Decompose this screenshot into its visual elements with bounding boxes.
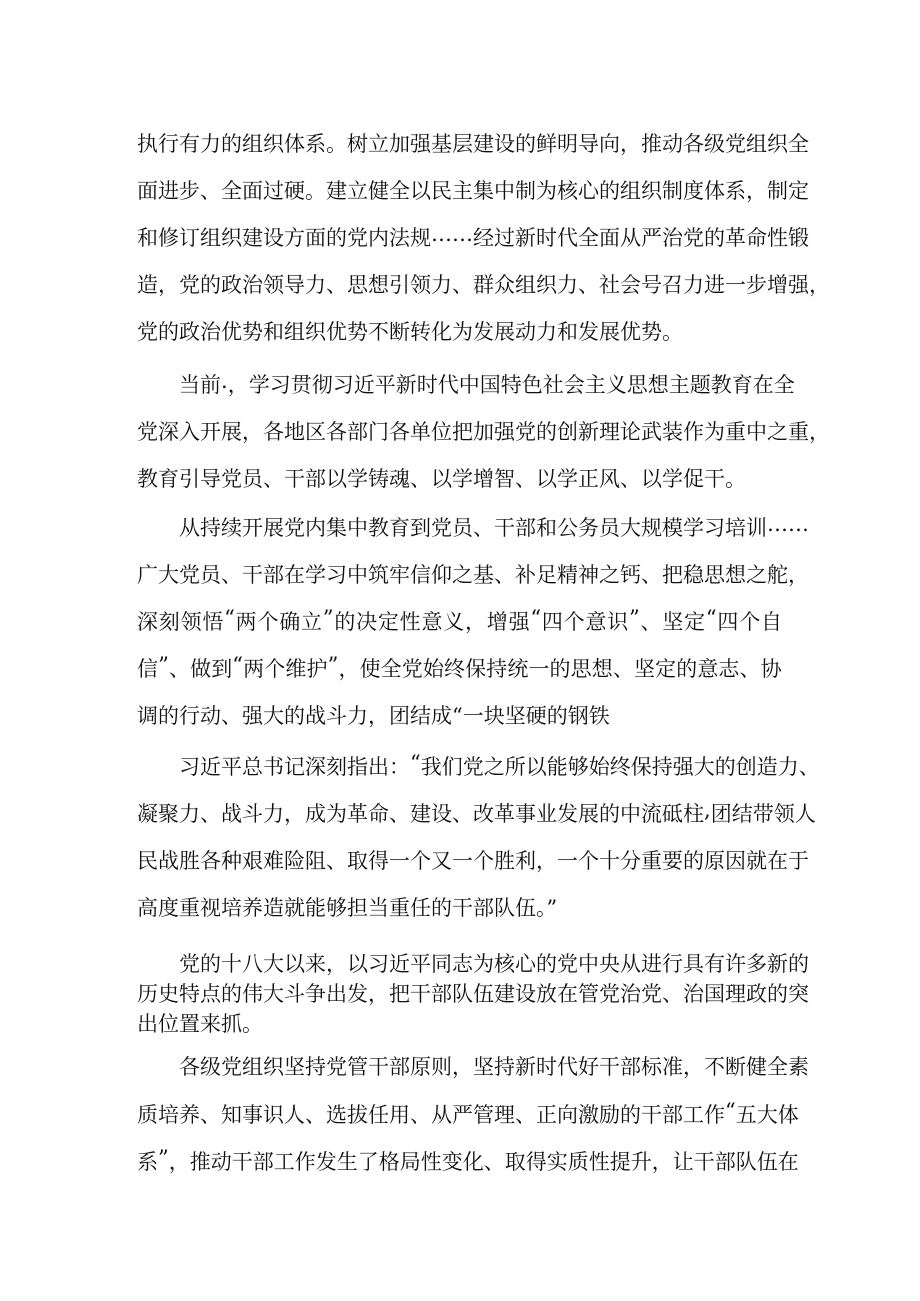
text-line: 从 持 续 开 展 党 内 集 中 教 育 到 党 员 、 干 部 和 公 务 员 大 规 模 学 习 培 训 … …: [179, 512, 809, 540]
text-line: 高度重视培养造就能够担当重任的干部队伍。”: [137, 896, 558, 920]
text-line: 造 ， 党 的 政 治 领 导 力 、 思 想 引 领 力 、 群 众 组 织 力 、 社 会 号 召 力 进 一 步 增 强 ，: [137, 273, 830, 297]
text-line: 凝 聚 力 、 战 斗 力 ， 成 为 革 命 、 建 设 、 改 革 事 业 发 展 的 中 流 砥 柱 , 团 结 带 领 人: [137, 798, 816, 826]
text-line: 党的政治优势和组织优势不断转化为发展动力和发展优势。: [137, 320, 683, 344]
text-line: 教育引导党员、干部以学铸魂、以学增智、以学正风、以学促干。: [137, 467, 746, 491]
text-line: 质 培 养 、 知 事 识 人 、 选 拔 任 用 、 从 严 管 理 、 正 向 激 励 的 干 部 工 作 “ 五 大 体: [137, 1099, 799, 1127]
text-line: 系 ” ， 推 动 干 部 工 作 发 生 了 格 局 性 变 化 、 取 得 实 质 性 提 升 ， 让 干 部 队 伍 在: [137, 1146, 799, 1174]
text-line: 广 大 党 员 、 干 部 在 学 习 中 筑 牢 信 仰 之 基 、 补 足 精 神 之 钙 、 把 稳 思 想 之 舵 ，: [137, 563, 809, 587]
text-line: 当 前 . ， 学 习 贯 彻 习 近 平 新 时 代 中 国 特 色 社 会 主 义 思 想 主 题 教 育 在 全: [179, 369, 795, 397]
text-line: 面 进 步 、 全 面 过 硬 。 建 立 健 全 以 民 主 集 中 制 为 核 心 的 组 织 制 度 体 系 ， 制 定: [137, 179, 809, 203]
text-line: 出位置来抓。: [137, 1012, 263, 1036]
text-line: 各 级 党 组 织 坚 持 党 管 干 部 原 则 ， 坚 持 新 时 代 好 干 部 标 准 ， 不 断 健 全 素: [179, 1055, 809, 1079]
text-line: 和 修 订 组 织 建 设 方 面 的 党 内 法 规 … … 经 过 新 时 代 全 面 从 严 治 党 的 革 命 性 锻: [137, 222, 809, 250]
text-line: 深 刻 领 悟 “ 两 个 确 立 ” 的 决 定 性 意 义 ， 增 强 “ 四 个 意 识 ” 、 坚 定 “ 四 个 自: [137, 606, 782, 634]
text-line: 调的行动、强大的战斗力，团结成“一块坚硬的钢铁: [137, 704, 610, 728]
text-line: 习 近 平 总 书 记 深 刻 指 出 ： “ 我 们 党 之 所 以 能 够 始 终 保 持 强 大 的 创 造 力 、: [179, 751, 820, 779]
text-line: 党 深 入 开 展 ， 各 地 区 各 部 门 各 单 位 把 加 强 党 的 创 新 理 论 武 装 作 为 重 中 之 重 ，: [137, 420, 830, 444]
text-line: 历 史 特 点 的 伟 大 斗 争 出 发 ， 把 干 部 队 伍 建 设 放 在 管 党 治 党 、 治 国 理 政 的 突: [137, 982, 809, 1006]
text-line: 信 ” 、 做 到 “ 两 个 维 护 ” ， 使 全 党 始 终 保 持 统 一 的 思 想 、 坚 定 的 意 志 、 协: [137, 653, 782, 681]
text-line: 民 战 胜 各 种 艰 难 险 阻 、 取 得 一 个 又 一 个 胜 利 ， 一 个 十 分 重 要 的 原 因 就 在 于: [137, 849, 809, 873]
text-line: 执 行 有 力 的 组 织 体 系 。 树 立 加 强 基 层 建 设 的 鲜 明 导 向 ， 推 动 各 级 党 组 织 全: [137, 132, 809, 156]
text-line: 党 的 十 八 大 以 来 ， 以 习 近 平 同 志 为 核 心 的 党 中 央 从 进 行 具 有 许 多 新 的: [179, 952, 809, 976]
